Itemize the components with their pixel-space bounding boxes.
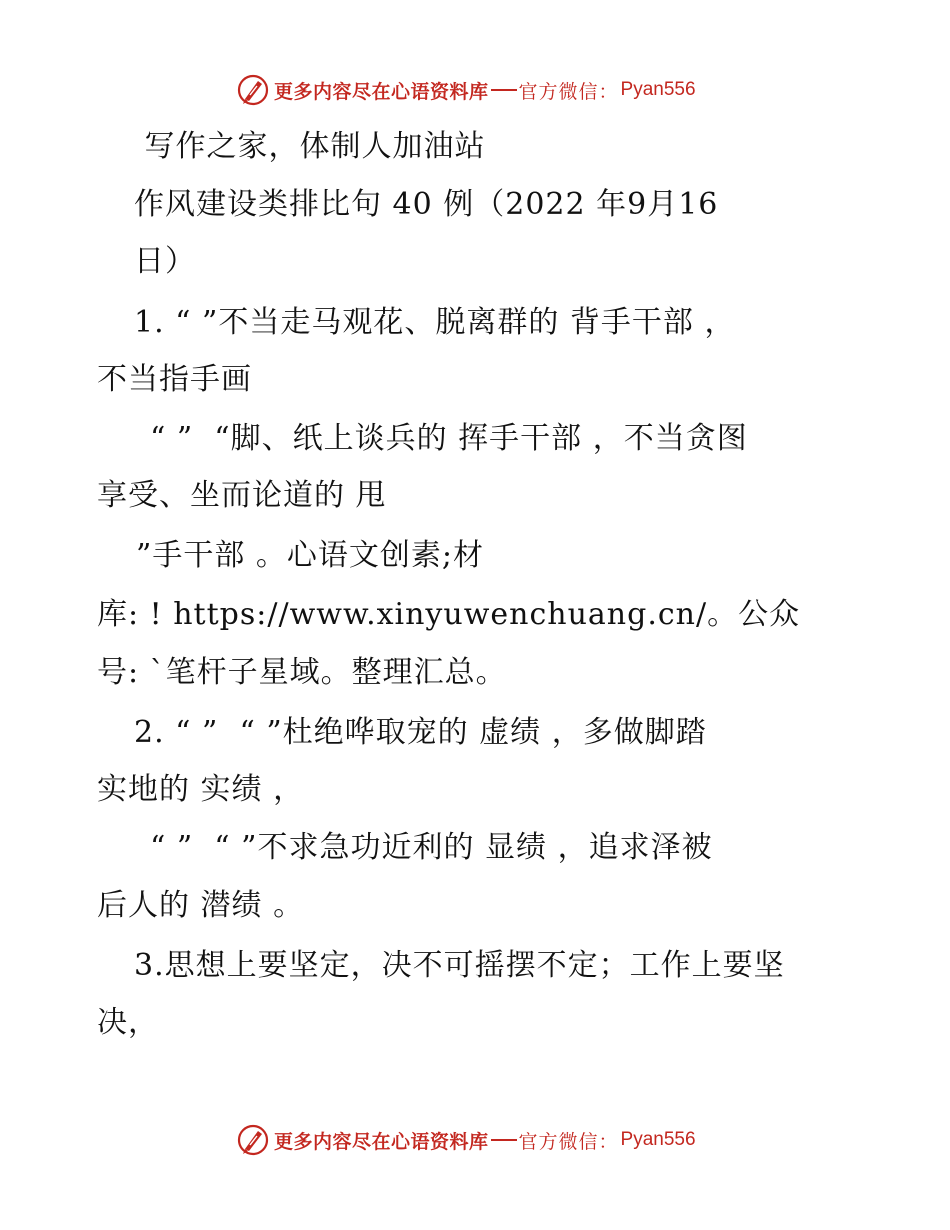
- watermark-banner-bottom: [236, 1122, 696, 1158]
- doc-line-2: 作风建设类排比句 40 例（2022 年9月16: [134, 187, 719, 222]
- doc-line-3: 日）: [134, 244, 196, 279]
- doc-line-7: 享受、坐而论道的 甩: [97, 478, 387, 513]
- doc-line-8: ”手干部 。心语文创素;材: [136, 538, 484, 573]
- doc-line-10: 号: `笔杆子星域。整理汇总。: [97, 655, 507, 690]
- watermark-dash: [491, 89, 517, 91]
- doc-line-11: 2. “ ” “ ”杜绝哗取宠的 虚绩 ，多做脚踏: [134, 715, 707, 750]
- watermark-dash: [491, 1139, 517, 1141]
- doc-line-1: 写作之家，体制人加油站: [134, 129, 486, 164]
- doc-line-6: “ ” “脚、纸上谈兵的 挥手干部 ，不当贪图: [150, 421, 748, 456]
- watermark-wechat-id: Pyan556: [620, 1129, 696, 1150]
- doc-line-9: 库: ! https://www.xinyuwenchuang.cn/。公众: [97, 597, 801, 632]
- doc-line-15: 3.思想上要坚定，决不可摇摆不定；工作上要坚: [134, 948, 785, 983]
- watermark-banner-top: [236, 72, 696, 108]
- doc-line-13: “ ” “ ”不求急功近利的 显绩 ，追求泽被: [150, 830, 713, 865]
- quill-pen-logo-icon: [236, 73, 270, 107]
- doc-line-5: 不当指手画: [97, 362, 252, 397]
- watermark-wechat-label: 官方微信：: [518, 1130, 619, 1153]
- watermark-lead-text: 更多内容尽在心语资料库: [274, 1130, 489, 1153]
- watermark-lead-text: 更多内容尽在心语资料库: [274, 80, 489, 103]
- doc-line-12: 实地的 实绩 ，: [97, 772, 305, 807]
- watermark-wechat-label: 官方微信：: [518, 80, 619, 103]
- quill-pen-logo-icon: [236, 1123, 270, 1157]
- doc-line-16: 决，: [97, 1005, 159, 1040]
- doc-line-14: 后人的 潜绩 。: [97, 888, 305, 923]
- watermark-wechat-id: Pyan556: [620, 79, 696, 100]
- doc-line-4: 1. “ ”不当走马观花、脱离群的 背手干部 ，: [134, 305, 736, 340]
